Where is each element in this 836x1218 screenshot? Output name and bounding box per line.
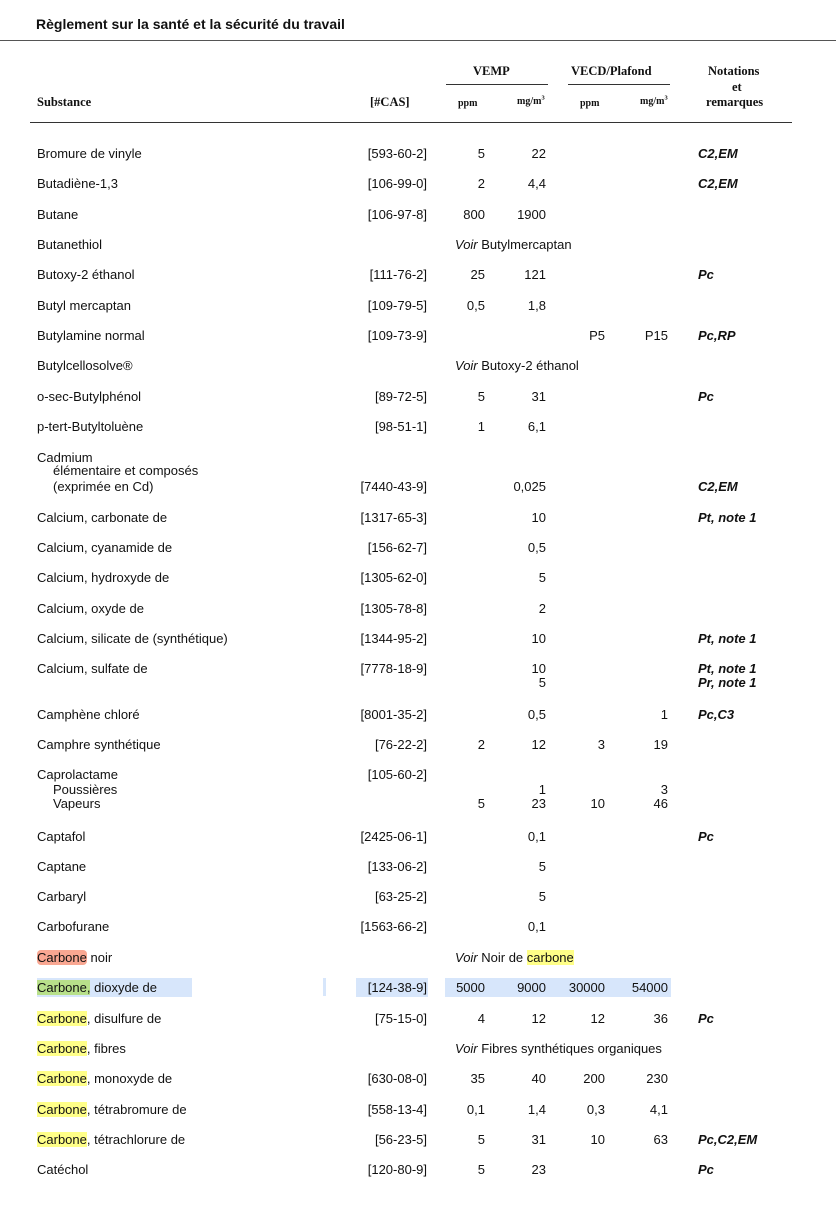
header-vemp-mgm3: $mg/m^3$ [517,94,545,107]
header-notes-line3: remarques [706,95,764,109]
title-divider [0,40,836,41]
header-vecd-mgm3: $mg/m^3$ [640,94,668,107]
search-highlight: Carbone [37,1102,87,1117]
header-vecd-rule [568,84,670,85]
header-vemp-ppm: ppm [458,98,478,109]
search-highlight: Carbone [37,1071,87,1086]
header-vecd-ppm: ppm [580,98,600,109]
header-vemp-rule [446,84,548,85]
search-highlight: Carbone [37,950,87,965]
search-highlight: carbone [526,950,574,965]
header-notes-line2: et [732,80,742,94]
header-notes-line1: Notations [708,64,760,78]
search-highlight: Carbone [37,1011,87,1026]
page-title: Règlement sur la santé et la sécurité du travail [36,16,345,32]
header-vecd: VECD/Plafond [571,64,652,78]
search-highlight: Carbone [37,1041,87,1056]
search-highlight: Carbone [37,1132,87,1147]
header-cas: [#CAS] [370,95,410,109]
search-highlight: Carbone, [37,980,91,995]
header-substance: Substance [37,95,92,109]
selection-marker [323,978,326,996]
header-vemp: VEMP [473,64,510,78]
header-bottom-rule [30,122,792,123]
